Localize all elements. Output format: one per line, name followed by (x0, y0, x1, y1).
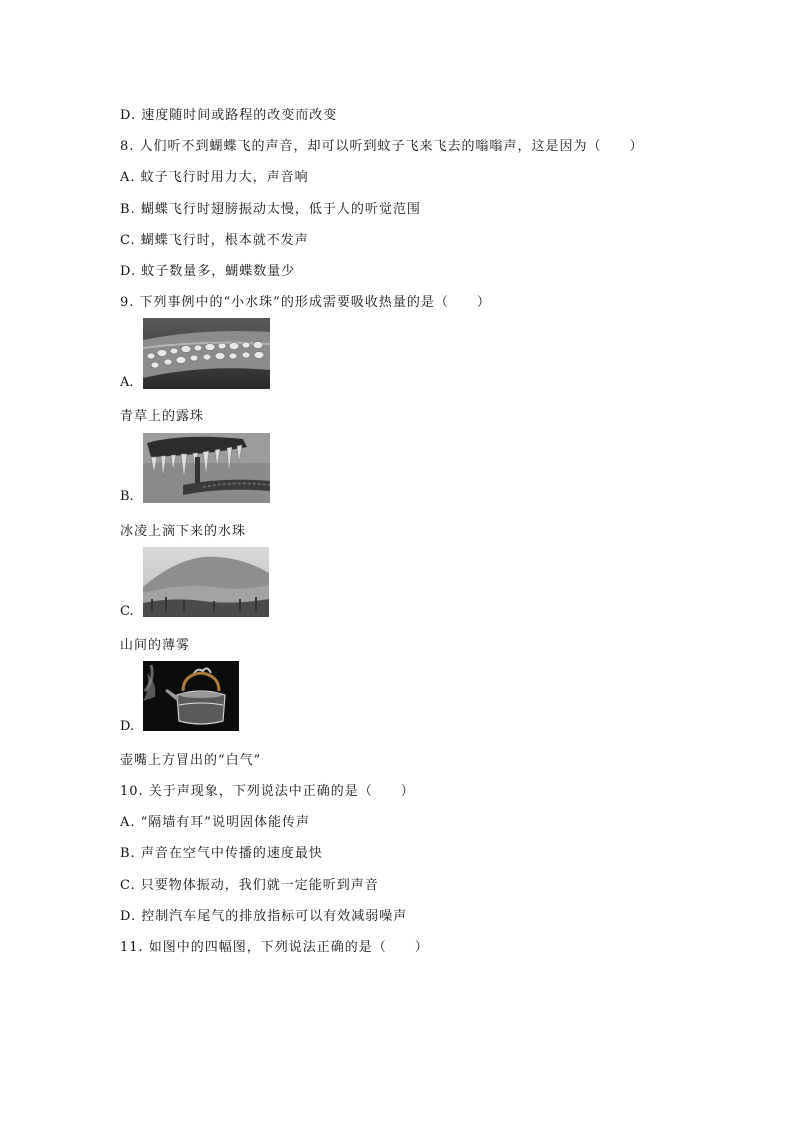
icicles-on-bike-seat-image (143, 433, 270, 503)
q8-option-d: D. 蚊子数量多，蝴蝶数量少 (120, 264, 296, 279)
dew-on-grass-image (143, 318, 270, 389)
q9-option-c-letter: C. (120, 604, 134, 619)
q9-option-a-caption: 青草上的露珠 (120, 409, 205, 424)
q9-option-d-caption: 壶嘴上方冒出的“白气” (120, 753, 262, 768)
q7-option-d: D. 速度随时间或路程的改变而改变 (120, 108, 338, 123)
q10-stem: 10. 关于声现象，下列说法中正确的是（ ） (120, 784, 415, 799)
q10-option-d: D. 控制汽车尾气的排放指标可以有效减弱噪声 (120, 909, 408, 924)
q9-stem: 9. 下列事例中的“小水珠”的形成需要吸收热量的是（ ） (120, 295, 491, 310)
q9-option-d-letter: D. (120, 719, 135, 734)
q10-option-b: B. 声音在空气中传播的速度最快 (120, 846, 323, 861)
q9-option-a-letter: A. (120, 375, 134, 390)
q10-option-c: C. 只要物体振动，我们就一定能听到声音 (120, 878, 379, 893)
mountain-mist-image (143, 547, 269, 617)
q8-option-b: B. 蝴蝶飞行时翅膀振动太慢，低于人的听觉范围 (120, 202, 421, 217)
q9-option-b-caption: 冰凌上滴下来的水珠 (120, 524, 247, 539)
q8-stem: 8. 人们听不到蝴蝶飞的声音，却可以听到蚊子飞来飞去的嗡嗡声，这是因为（ ） (120, 139, 644, 154)
kettle-steam-image (143, 661, 239, 731)
q8-option-a: A. 蚊子飞行时用力大，声音响 (120, 170, 309, 185)
q8-option-c: C. 蝴蝶飞行时，根本就不发声 (120, 233, 309, 248)
q10-option-a: A. “隔墙有耳”说明固体能传声 (120, 815, 310, 830)
q11-stem: 11. 如图中的四幅图，下列说法正确的是（ ） (120, 940, 429, 955)
q9-option-b-letter: B. (120, 489, 134, 504)
q9-option-c-caption: 山间的薄雾 (120, 638, 191, 653)
